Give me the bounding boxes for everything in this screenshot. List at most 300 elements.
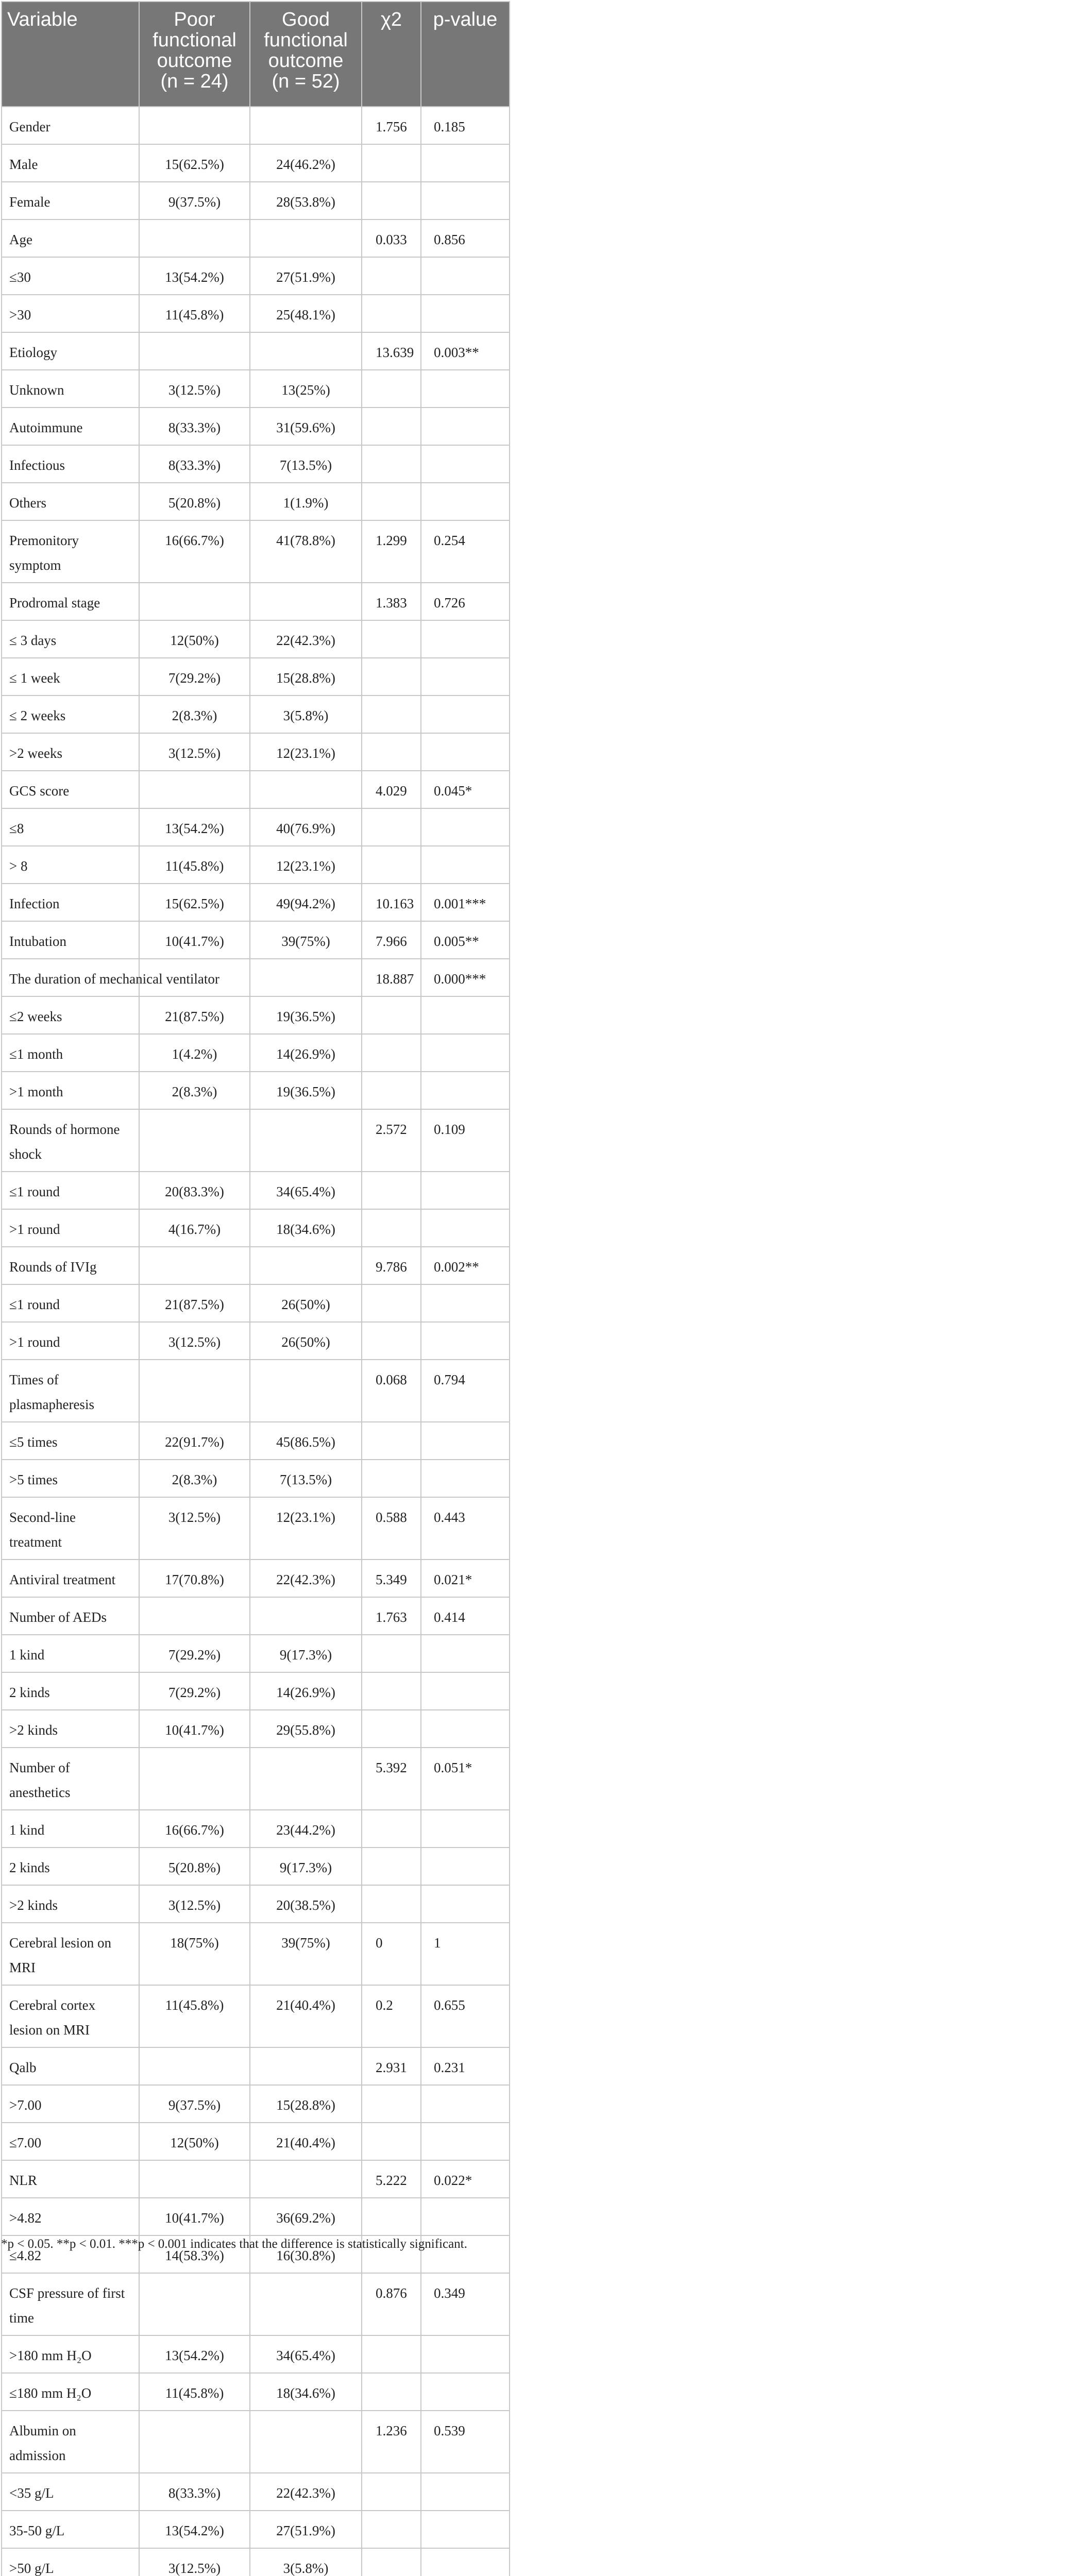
cell-chi-square: 7.966 [362, 921, 421, 959]
cell-p-value [421, 1422, 510, 1460]
cell-chi-square: 9.786 [362, 1247, 421, 1284]
cell-poor-outcome [139, 2160, 250, 2198]
cell-poor-outcome: 5(20.8%) [139, 483, 250, 520]
table-row [2, 1885, 510, 1923]
cell-p-value [421, 370, 510, 408]
cell-p-value [421, 2548, 510, 2576]
cell-p-value [421, 2473, 510, 2511]
cell-poor-outcome: 15(62.5%) [139, 144, 250, 182]
cell-chi-square [362, 846, 421, 884]
cell-good-outcome: 9(17.3%) [250, 1848, 362, 1885]
cell-poor-outcome: 2(8.3%) [139, 1460, 250, 1497]
cell-poor-outcome: 9(37.5%) [139, 2085, 250, 2123]
cell-good-outcome: 29(55.8%) [250, 1710, 362, 1748]
cell-p-value [421, 1635, 510, 1672]
cell-variable: >4.82 [2, 2198, 139, 2235]
cell-chi-square [362, 1284, 421, 1322]
cell-variable: Unknown [2, 370, 139, 408]
table-row [2, 2160, 510, 2198]
cell-good-outcome [250, 959, 362, 996]
cell-good-outcome: 20(38.5%) [250, 1885, 362, 1923]
cell-poor-outcome: 20(83.3%) [139, 1172, 250, 1209]
cell-variable: > 8 [2, 846, 139, 884]
table-row [2, 620, 510, 658]
cell-poor-outcome: 13(54.2%) [139, 2335, 250, 2373]
cell-chi-square [362, 733, 421, 771]
cell-p-value [421, 1672, 510, 1710]
cell-good-outcome: 14(26.9%) [250, 1672, 362, 1710]
cell-variable: 1 kind [2, 1635, 139, 1672]
cell-chi-square: 2.572 [362, 1109, 421, 1172]
table-row [2, 257, 510, 295]
table-row [2, 219, 510, 257]
cell-variable: ≤ 2 weeks [2, 696, 139, 733]
cell-variable: >180 mm H₂O [2, 2335, 139, 2373]
cell-poor-outcome: 7(29.2%) [139, 1672, 250, 1710]
cell-chi-square [362, 696, 421, 733]
cell-good-outcome [250, 107, 362, 144]
cell-good-outcome: 21(40.4%) [250, 1985, 362, 2047]
cell-variable: >1 round [2, 1209, 139, 1247]
cell-poor-outcome [139, 1109, 250, 1172]
cell-good-outcome: 39(75%) [250, 921, 362, 959]
cell-good-outcome: 12(23.1%) [250, 846, 362, 884]
table-row [2, 846, 510, 884]
cell-variable: Antiviral treatment [2, 1560, 139, 1597]
cell-good-outcome [250, 1360, 362, 1422]
cell-chi-square [362, 182, 421, 219]
cell-chi-square [362, 996, 421, 1034]
cell-chi-square [362, 1034, 421, 1072]
cell-variable: Age [2, 219, 139, 257]
cell-poor-outcome [139, 332, 250, 370]
cell-poor-outcome: 8(33.3%) [139, 408, 250, 445]
table-row [2, 1072, 510, 1109]
cell-p-value: 0.045* [421, 771, 510, 808]
cell-p-value [421, 483, 510, 520]
cell-good-outcome: 12(23.1%) [250, 733, 362, 771]
table-row [2, 658, 510, 696]
cell-p-value: 1 [421, 1923, 510, 1985]
cell-variable: 2 kinds [2, 1672, 139, 1710]
cell-p-value: 0.539 [421, 2411, 510, 2473]
cell-poor-outcome: 8(33.3%) [139, 445, 250, 483]
table-row [2, 1360, 510, 1422]
cell-p-value: 0.856 [421, 219, 510, 257]
cell-variable: ≤1 round [2, 1172, 139, 1209]
cell-p-value [421, 1460, 510, 1497]
table-row [2, 771, 510, 808]
cell-chi-square: 1.763 [362, 1597, 421, 1635]
cell-good-outcome: 14(26.9%) [250, 1034, 362, 1072]
cell-poor-outcome [139, 1597, 250, 1635]
cell-p-value: 0.022* [421, 2160, 510, 2198]
cell-p-value [421, 808, 510, 846]
cell-chi-square [362, 2473, 421, 2511]
cell-good-outcome: 45(86.5%) [250, 1422, 362, 1460]
table-row [2, 332, 510, 370]
cell-p-value [421, 996, 510, 1034]
table-row [2, 996, 510, 1034]
cell-variable: Infectious [2, 445, 139, 483]
cell-good-outcome: 49(94.2%) [250, 884, 362, 921]
cell-p-value: 0.005** [421, 921, 510, 959]
cell-good-outcome: 3(5.8%) [250, 2548, 362, 2576]
table-row [2, 2085, 510, 2123]
cell-chi-square [362, 2548, 421, 2576]
cell-variable: Others [2, 483, 139, 520]
cell-p-value [421, 846, 510, 884]
cell-variable: NLR [2, 2160, 139, 2198]
cell-chi-square: 0.588 [362, 1497, 421, 1560]
cell-good-outcome: 18(34.6%) [250, 2373, 362, 2411]
cell-poor-outcome: 13(54.2%) [139, 808, 250, 846]
table-row [2, 408, 510, 445]
cell-good-outcome: 27(51.9%) [250, 2511, 362, 2548]
cell-good-outcome: 34(65.4%) [250, 2335, 362, 2373]
cell-p-value [421, 658, 510, 696]
table-row [2, 583, 510, 620]
cell-p-value: 0.185 [421, 107, 510, 144]
cell-chi-square [362, 1885, 421, 1923]
cell-chi-square [362, 2373, 421, 2411]
cell-good-outcome: 22(42.3%) [250, 1560, 362, 1597]
cell-good-outcome: 18(34.6%) [250, 1209, 362, 1247]
cell-poor-outcome [139, 1247, 250, 1284]
cell-good-outcome: 19(36.5%) [250, 1072, 362, 1109]
cell-poor-outcome [139, 2047, 250, 2085]
cell-variable: ≤1 round [2, 1284, 139, 1322]
header-variable [2, 2, 139, 107]
cell-poor-outcome [139, 583, 250, 620]
table-row [2, 1172, 510, 1209]
table-row [2, 2411, 510, 2473]
cell-variable: 2 kinds [2, 1848, 139, 1885]
cell-chi-square [362, 1322, 421, 1360]
cell-good-outcome [250, 2411, 362, 2473]
cell-p-value [421, 2335, 510, 2373]
cell-chi-square [362, 1672, 421, 1710]
cell-poor-outcome: 17(70.8%) [139, 1560, 250, 1597]
table-row [2, 1848, 510, 1885]
cell-poor-outcome: 3(12.5%) [139, 2548, 250, 2576]
cell-good-outcome: 26(50%) [250, 1322, 362, 1360]
cell-variable: ≤1 month [2, 1034, 139, 1072]
cell-chi-square: 2.931 [362, 2047, 421, 2085]
cell-chi-square [362, 370, 421, 408]
cell-poor-outcome: 5(20.8%) [139, 1848, 250, 1885]
cell-p-value: 0.443 [421, 1497, 510, 1560]
header-row [2, 2, 510, 107]
cell-variable: Cerebral lesion on MRI [2, 1923, 139, 1985]
cell-variable: Albumin on admission [2, 2411, 139, 2473]
cell-variable: Infection [2, 884, 139, 921]
cell-chi-square: 5.392 [362, 1748, 421, 1810]
table-row [2, 2335, 510, 2373]
cell-chi-square [362, 144, 421, 182]
cell-chi-square: 0.068 [362, 1360, 421, 1422]
table-row [2, 370, 510, 408]
cell-p-value: 0.794 [421, 1360, 510, 1422]
cell-poor-outcome [139, 2411, 250, 2473]
cell-good-outcome: 27(51.9%) [250, 257, 362, 295]
cell-poor-outcome [139, 219, 250, 257]
cell-chi-square [362, 1635, 421, 1672]
table-footnote: *p < 0.05. **p < 0.01. ***p < 0.001 indicates that the difference is statistically significant. [1, 2237, 467, 2251]
table-row [2, 445, 510, 483]
cell-p-value: 0.254 [421, 520, 510, 583]
cell-good-outcome: 7(13.5%) [250, 1460, 362, 1497]
cell-good-outcome: 25(48.1%) [250, 295, 362, 332]
header-poor-outcome [139, 2, 250, 107]
cell-chi-square: 5.222 [362, 2160, 421, 2198]
cell-variable: Rounds of IVIg [2, 1247, 139, 1284]
cell-variable: Number of anesthetics [2, 1748, 139, 1810]
cell-p-value [421, 1322, 510, 1360]
cell-p-value [421, 1710, 510, 1748]
cell-variable: >2 kinds [2, 1885, 139, 1923]
table-row [2, 2473, 510, 2511]
cell-chi-square: 0.2 [362, 1985, 421, 2047]
cell-chi-square [362, 2511, 421, 2548]
cell-p-value: 0.349 [421, 2273, 510, 2335]
cell-variable: Cerebral cortex lesion on MRI [2, 1985, 139, 2047]
cell-poor-outcome: 12(50%) [139, 620, 250, 658]
cell-chi-square: 1.299 [362, 520, 421, 583]
cell-variable: Rounds of hormone shock [2, 1109, 139, 1172]
cell-poor-outcome: 21(87.5%) [139, 1284, 250, 1322]
cell-p-value: 0.726 [421, 583, 510, 620]
cell-p-value [421, 445, 510, 483]
cell-poor-outcome: 11(45.8%) [139, 846, 250, 884]
cell-good-outcome [250, 1597, 362, 1635]
cell-chi-square: 1.756 [362, 107, 421, 144]
header-chi-label: χ2 [380, 9, 402, 30]
cell-p-value [421, 1810, 510, 1848]
cell-variable: ≤180 mm H₂O [2, 2373, 139, 2411]
cell-chi-square [362, 658, 421, 696]
table-row [2, 2273, 510, 2335]
cell-p-value [421, 408, 510, 445]
cell-poor-outcome: 8(33.3%) [139, 2473, 250, 2511]
cell-poor-outcome: 13(54.2%) [139, 2511, 250, 2548]
table-row [2, 1034, 510, 1072]
cell-p-value [421, 1034, 510, 1072]
cell-poor-outcome: 9(37.5%) [139, 182, 250, 219]
cell-poor-outcome: 18(75%) [139, 1923, 250, 1985]
cell-poor-outcome: 16(66.7%) [139, 1810, 250, 1848]
table-row [2, 1322, 510, 1360]
cell-variable: ≤5 times [2, 1422, 139, 1460]
cell-chi-square [362, 2335, 421, 2373]
cell-p-value: 0.000*** [421, 959, 510, 996]
cell-chi-square: 4.029 [362, 771, 421, 808]
table-row [2, 2548, 510, 2576]
cell-variable: ≤7.00 [2, 2123, 139, 2160]
cell-p-value [421, 620, 510, 658]
cell-chi-square: 13.639 [362, 332, 421, 370]
cell-chi-square [362, 2198, 421, 2235]
cell-poor-outcome: 15(62.5%) [139, 884, 250, 921]
cell-poor-outcome: 3(12.5%) [139, 733, 250, 771]
cell-chi-square [362, 257, 421, 295]
table-row [2, 1422, 510, 1460]
cell-chi-square [362, 295, 421, 332]
cell-good-outcome: 41(78.8%) [250, 520, 362, 583]
table-row [2, 1109, 510, 1172]
cell-chi-square [362, 1810, 421, 1848]
cell-poor-outcome: 3(12.5%) [139, 1497, 250, 1560]
table-row [2, 520, 510, 583]
header-good-n: (n = 52) [272, 71, 340, 92]
cell-p-value [421, 2373, 510, 2411]
cell-variable: Female [2, 182, 139, 219]
cell-variable: Times of plasmapheresis [2, 1360, 139, 1422]
cell-poor-outcome: 13(54.2%) [139, 257, 250, 295]
cell-variable: >5 times [2, 1460, 139, 1497]
cell-variable: Male [2, 144, 139, 182]
table-row [2, 2198, 510, 2235]
cell-variable: >1 month [2, 1072, 139, 1109]
header-good-line1: Good [282, 9, 330, 30]
cell-good-outcome: 16(30.8%) [250, 2235, 362, 2273]
cell-poor-outcome: 2(8.3%) [139, 1072, 250, 1109]
cell-variable: ≤ 1 week [2, 658, 139, 696]
table-row [2, 733, 510, 771]
cell-good-outcome [250, 1109, 362, 1172]
table-row [2, 182, 510, 219]
cell-poor-outcome: 1(4.2%) [139, 1034, 250, 1072]
cell-variable: ≤30 [2, 257, 139, 295]
cell-variable: >2 kinds [2, 1710, 139, 1748]
cell-good-outcome: 24(46.2%) [250, 144, 362, 182]
table-row [2, 1247, 510, 1284]
cell-good-outcome: 15(28.8%) [250, 658, 362, 696]
cell-good-outcome [250, 583, 362, 620]
cell-good-outcome: 3(5.8%) [250, 696, 362, 733]
header-good-line2: functional [264, 29, 348, 51]
header-p-label: p-value [433, 9, 498, 30]
table-row [2, 144, 510, 182]
cell-poor-outcome: 3(12.5%) [139, 1322, 250, 1360]
cell-poor-outcome: 7(29.2%) [139, 1635, 250, 1672]
cell-chi-square [362, 2085, 421, 2123]
table-row [2, 1923, 510, 1985]
cell-variable: >50 g/L [2, 2548, 139, 2576]
cell-good-outcome: 22(42.3%) [250, 620, 362, 658]
cell-chi-square [362, 1209, 421, 1247]
cell-good-outcome [250, 1247, 362, 1284]
cell-variable: ≤4.82 [2, 2235, 139, 2273]
cell-poor-outcome: 14(58.3%) [139, 2235, 250, 2273]
cell-variable: CSF pressure of first time [2, 2273, 139, 2335]
cell-chi-square [362, 483, 421, 520]
table-row [2, 483, 510, 520]
cell-p-value: 0.002** [421, 1247, 510, 1284]
cell-p-value: 0.109 [421, 1109, 510, 1172]
cell-chi-square [362, 808, 421, 846]
cell-p-value [421, 2085, 510, 2123]
cell-chi-square [362, 1172, 421, 1209]
cell-chi-square: 18.887 [362, 959, 421, 996]
cell-good-outcome [250, 1748, 362, 1810]
cell-poor-outcome: 10(41.7%) [139, 1710, 250, 1748]
cell-p-value [421, 182, 510, 219]
cell-poor-outcome: 10(41.7%) [139, 921, 250, 959]
cell-poor-outcome: 11(45.8%) [139, 295, 250, 332]
header-poor-line1: Poor [174, 9, 215, 30]
header-poor-line3: outcome [157, 50, 232, 72]
table-row [2, 107, 510, 144]
cell-variable: ≤ 3 days [2, 620, 139, 658]
cell-variable: The duration of mechanical ventilator [2, 959, 139, 996]
table-row [2, 1985, 510, 2047]
cell-variable: >2 weeks [2, 733, 139, 771]
table-row [2, 1810, 510, 1848]
cell-poor-outcome [139, 2273, 250, 2335]
cell-good-outcome: 12(23.1%) [250, 1497, 362, 1560]
table-row [2, 808, 510, 846]
cell-poor-outcome: 11(45.8%) [139, 2373, 250, 2411]
cell-variable: Qalb [2, 2047, 139, 2085]
cell-variable: Autoimmune [2, 408, 139, 445]
cell-poor-outcome: 2(8.3%) [139, 696, 250, 733]
cell-good-outcome: 19(36.5%) [250, 996, 362, 1034]
table-row [2, 1560, 510, 1597]
cell-poor-outcome [139, 107, 250, 144]
cell-good-outcome [250, 219, 362, 257]
cell-poor-outcome: 22(91.7%) [139, 1422, 250, 1460]
cell-variable: Second-line treatment [2, 1497, 139, 1560]
table-row [2, 2123, 510, 2160]
cell-poor-outcome [139, 1360, 250, 1422]
cell-chi-square: 10.163 [362, 884, 421, 921]
cell-good-outcome [250, 2160, 362, 2198]
cell-chi-square: 0.876 [362, 2273, 421, 2335]
cell-good-outcome: 1(1.9%) [250, 483, 362, 520]
table-header [2, 2, 510, 107]
cell-good-outcome: 40(76.9%) [250, 808, 362, 846]
cell-chi-square [362, 408, 421, 445]
cell-p-value: 0.231 [421, 2047, 510, 2085]
cell-p-value [421, 1885, 510, 1923]
cell-good-outcome [250, 771, 362, 808]
cell-poor-outcome [139, 771, 250, 808]
cell-good-outcome [250, 2047, 362, 2085]
table-row [2, 884, 510, 921]
header-variable-label: Variable [7, 9, 78, 30]
cell-p-value [421, 295, 510, 332]
cell-good-outcome: 15(28.8%) [250, 2085, 362, 2123]
cell-chi-square [362, 445, 421, 483]
cell-chi-square: 0.033 [362, 219, 421, 257]
cell-good-outcome [250, 2273, 362, 2335]
cell-p-value [421, 144, 510, 182]
cell-p-value [421, 1209, 510, 1247]
cell-variable: >1 round [2, 1322, 139, 1360]
cell-good-outcome: 34(65.4%) [250, 1172, 362, 1209]
cell-chi-square [362, 1460, 421, 1497]
cell-good-outcome: 28(53.8%) [250, 182, 362, 219]
header-poor-n: (n = 24) [160, 71, 229, 92]
cell-p-value: 0.655 [421, 1985, 510, 2047]
cell-p-value [421, 2198, 510, 2235]
cell-good-outcome [250, 332, 362, 370]
header-p-value [421, 2, 510, 107]
cell-p-value: 0.021* [421, 1560, 510, 1597]
table-row [2, 1710, 510, 1748]
cell-poor-outcome: 10(41.7%) [139, 2198, 250, 2235]
